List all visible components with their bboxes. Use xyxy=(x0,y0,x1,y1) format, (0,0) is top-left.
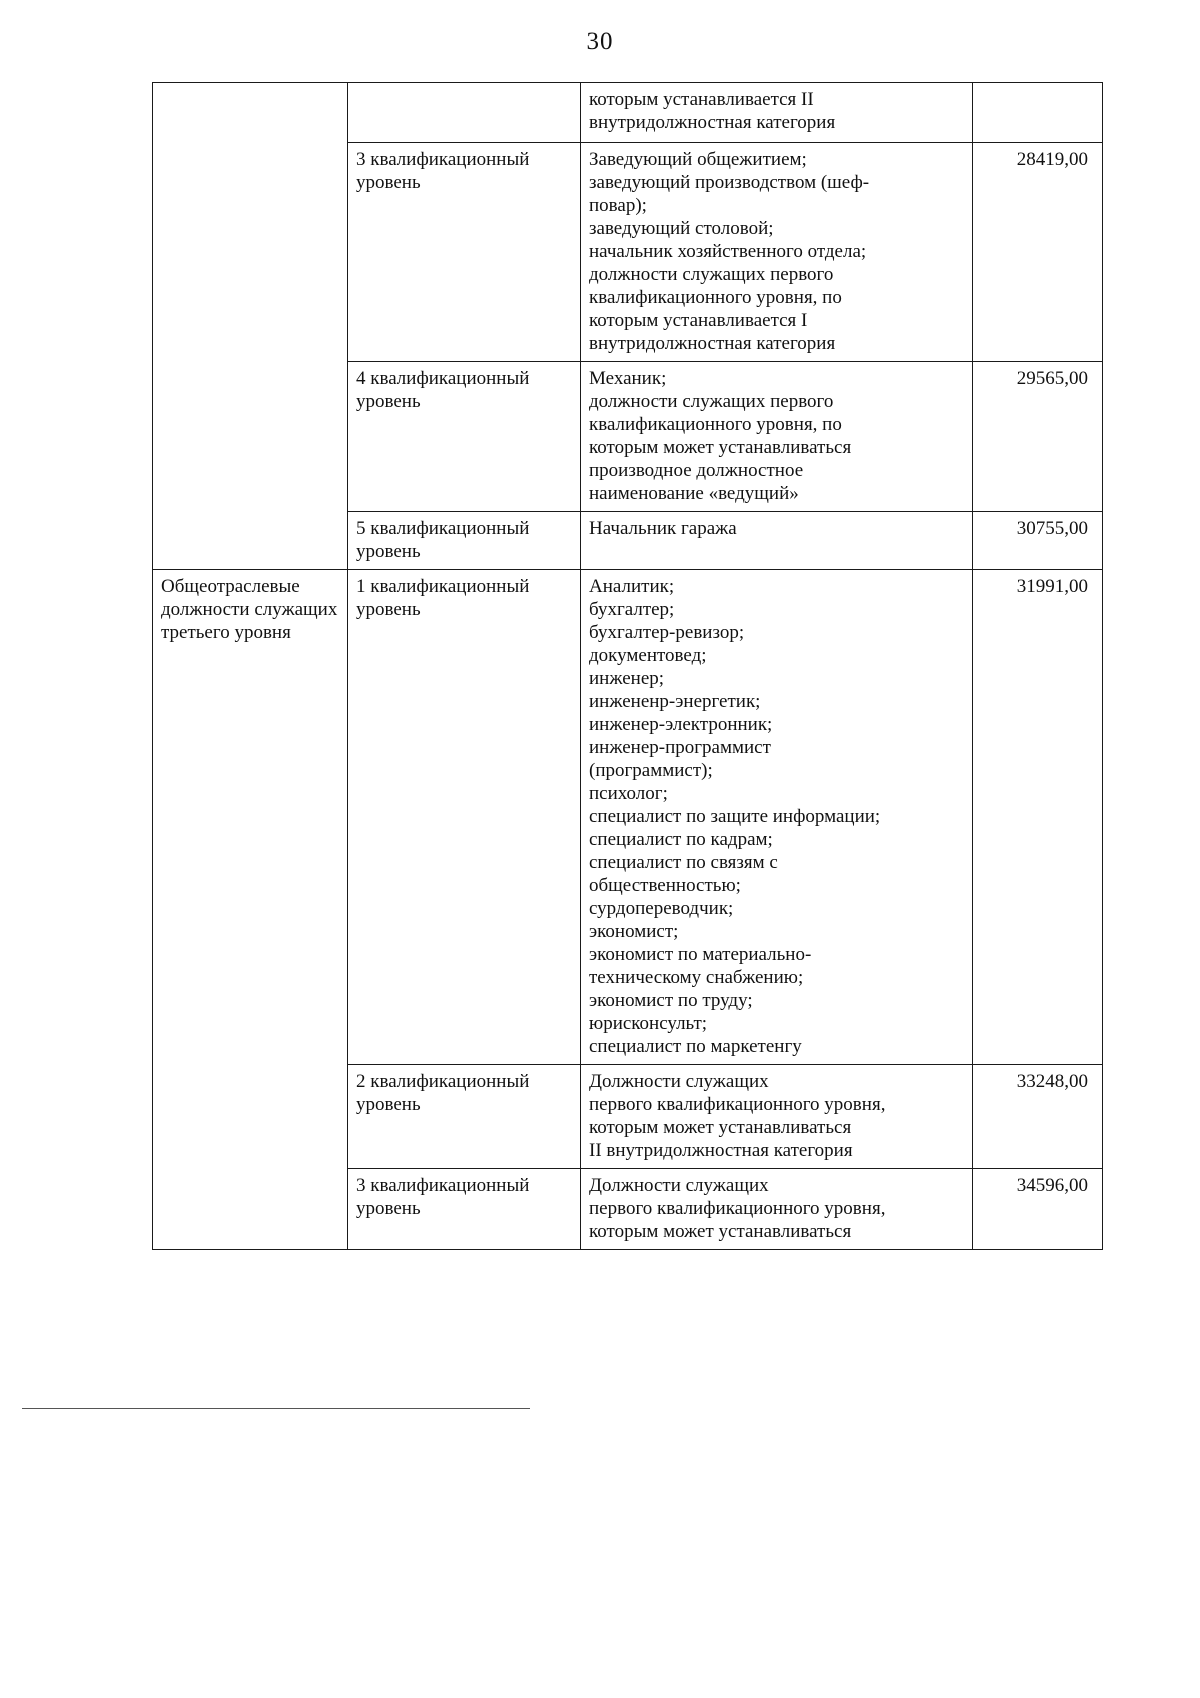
position-line: Начальник гаража xyxy=(589,518,737,539)
salary-cell: 34596,00 xyxy=(973,1169,1103,1250)
position-line: которым может устанавливаться xyxy=(589,437,852,458)
position-line: инженер-электронник; xyxy=(589,714,773,735)
position-line: специалист по связям с xyxy=(589,852,778,873)
position-line: Заведующий общежитием; xyxy=(589,149,807,170)
salary-cell xyxy=(973,83,1103,143)
position-line: II внутридолжностная категория xyxy=(589,1140,853,1161)
position-line: которым может устанавливаться xyxy=(589,1117,852,1138)
positions-cell xyxy=(581,143,973,362)
position-line: сурдопереводчик; xyxy=(589,898,734,919)
positions-cell xyxy=(581,1169,973,1250)
position-line: инжененр-энергетик; xyxy=(589,691,761,712)
footnote-divider xyxy=(22,1408,530,1409)
level-cell: 4 квалификационный уровень xyxy=(348,362,581,512)
position-line: должности служащих первого xyxy=(589,264,834,285)
salary-cell: 28419,00 xyxy=(973,143,1103,362)
position-line: экономист; xyxy=(589,921,679,942)
position-line: Механик; xyxy=(589,368,667,389)
position-line: инженер; xyxy=(589,668,665,689)
position-line: начальник хозяйственного отдела; xyxy=(589,241,867,262)
position-line: которым устанавливается I xyxy=(589,310,808,331)
position-line: внутридолжностная категория xyxy=(589,112,836,133)
position-line: заведующий столовой; xyxy=(589,218,774,239)
level-cell: 5 квалификационный уровень xyxy=(348,512,581,570)
position-line: наименование «ведущий» xyxy=(589,483,799,504)
position-line: экономист по материально- xyxy=(589,944,812,965)
position-line: (программист); xyxy=(589,760,713,781)
position-line: бухгалтер-ревизор; xyxy=(589,622,745,643)
position-line: специалист по маркетенгу xyxy=(589,1036,802,1057)
position-line: техническому снабжению; xyxy=(589,967,804,988)
position-line: документовед; xyxy=(589,645,707,666)
position-line: бухгалтер; xyxy=(589,599,675,620)
level-cell xyxy=(348,83,581,143)
position-line: производное должностное xyxy=(589,460,804,481)
level-cell: 2 квалификационный уровень xyxy=(348,1065,581,1169)
position-line: первого квалификационного уровня, xyxy=(589,1094,886,1115)
position-line: юрисконсульт; xyxy=(589,1013,708,1034)
positions-cell xyxy=(581,362,973,512)
position-line: общественностью; xyxy=(589,875,741,896)
position-line: квалификационного уровня, по xyxy=(589,414,842,435)
group-cell-continued xyxy=(153,83,348,570)
level-cell: 3 квалификационный уровень xyxy=(348,1169,581,1250)
position-line: заведующий производством (шеф- xyxy=(589,172,870,193)
positions-cell xyxy=(581,570,973,1065)
position-line: экономист по труду; xyxy=(589,990,753,1011)
salary-table xyxy=(152,82,1103,1250)
position-line: инженер-программист xyxy=(589,737,771,758)
position-line: повар); xyxy=(589,195,647,216)
salary-cell: 30755,00 xyxy=(973,512,1103,570)
position-line: которым может устанавливаться xyxy=(589,1221,852,1242)
level-cell: 1 квалификационный уровень xyxy=(348,570,581,1065)
position-line: первого квалификационного уровня, xyxy=(589,1198,886,1219)
position-line: квалификационного уровня, по xyxy=(589,287,842,308)
position-line: специалист по кадрам; xyxy=(589,829,773,850)
position-line: которым устанавливается II xyxy=(589,89,814,110)
salary-cell: 33248,00 xyxy=(973,1065,1103,1169)
position-line: Аналитик; xyxy=(589,576,675,597)
table-row xyxy=(153,570,1103,1065)
position-line: Должности служащих xyxy=(589,1175,769,1196)
position-line: внутридолжностная категория xyxy=(589,333,836,354)
table-row xyxy=(153,83,1103,143)
page-number: 30 xyxy=(586,28,614,55)
group-cell: Общеотраслевые должности служащих третьего уровня xyxy=(153,570,348,1250)
salary-cell: 31991,00 xyxy=(973,570,1103,1065)
positions-cell xyxy=(581,1065,973,1169)
salary-cell: 29565,00 xyxy=(973,362,1103,512)
positions-cell xyxy=(581,512,973,570)
positions-cell xyxy=(581,83,973,143)
position-line: Должности служащих xyxy=(589,1071,769,1092)
position-line: должности служащих первого xyxy=(589,391,834,412)
position-line: специалист по защите информации; xyxy=(589,806,881,827)
level-cell: 3 квалификационный уровень xyxy=(348,143,581,362)
position-line: психолог; xyxy=(589,783,668,804)
